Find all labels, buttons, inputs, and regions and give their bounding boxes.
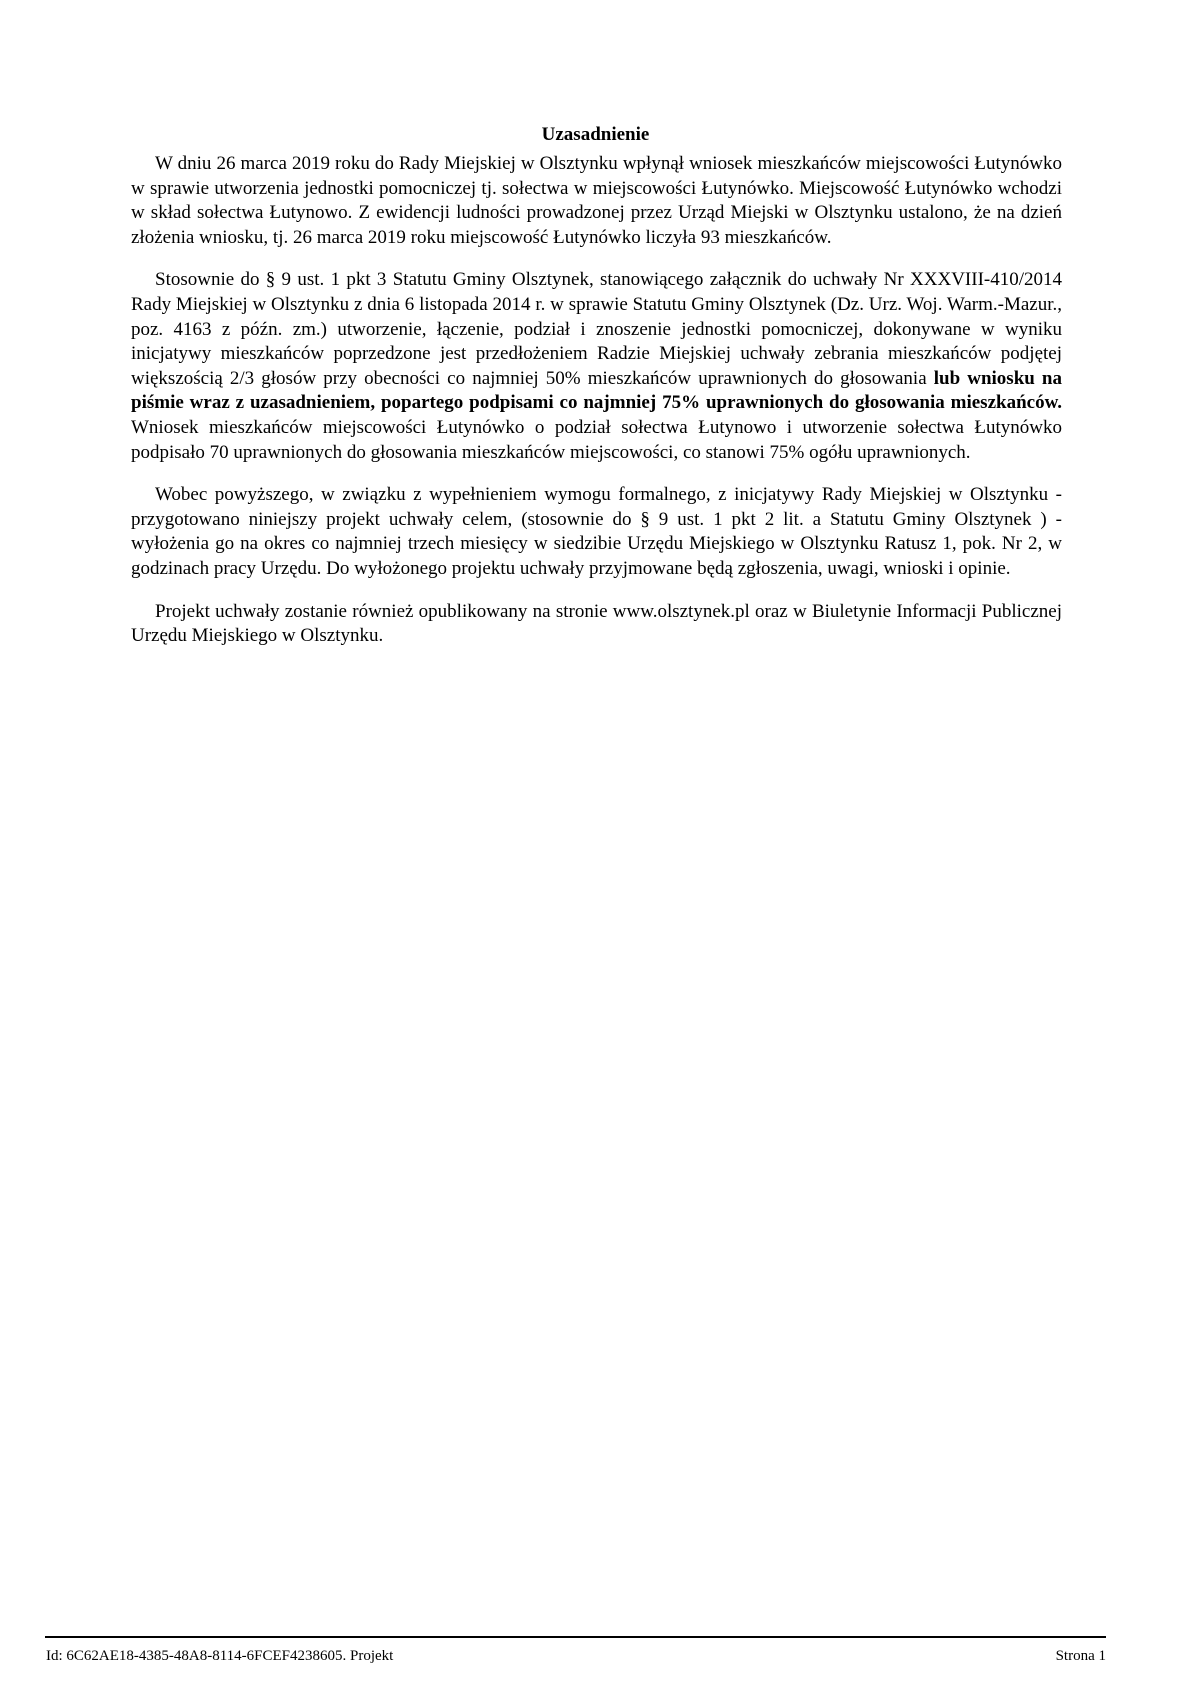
footer-document-id: Id: 6C62AE18-4385-48A8-8114-6FCEF4238605. Projekt <box>46 1648 394 1664</box>
paragraph-2-bold-text: lub wniosku na piśmie wraz z uzasadnieniem, popartego podpisami co najmniej 75% uprawnionych do głosowania mieszkańców. <box>131 367 1062 414</box>
footer-page-number: Strona 1 <box>1055 1648 1106 1664</box>
footer-divider <box>45 1636 1106 1638</box>
paragraph-4: Projekt uchwały zostanie również opublikowany na stronie www.olsztynek.pl oraz w Biuletynie Informacji Publicznej Urzędu Miejskiego w Olsztynku. <box>131 600 1062 647</box>
document-body <box>131 152 1062 667</box>
paragraph-2-text-end: Wniosek mieszkańców miejscowości Łutynówko o podział sołectwa Łutynowo i utworzenie sołectwa Łutynówko podpisało 70 uprawnionych do głosowania mieszkańców miejscowości, co stanowi 75% ogółu uprawnionych. <box>131 416 1062 463</box>
paragraph-3: Wobec powyższego, w związku z wypełnieniem wymogu formalnego, z inicjatywy Rady Miejskiej w Olsztynku - przygotowano niniejszy projekt uchwały celem, (stosownie do § 9 ust. 1 pkt 2 lit. a Statutu Gminy Olsztynek ) - wyłożenia go na okres co najmniej trzech miesięcy w siedzibie Urzędu Miejskiego w Olsztynku Ratusz 1, pok. Nr 2, w godzinach pracy Urzędu. Do wyłożonego projektu uchwały przyjmowane będą zgłoszenia, uwagi, wnioski i opinie. <box>131 484 1062 579</box>
document-title: Uzasadnienie <box>541 124 650 145</box>
paragraph-2 <box>131 268 1062 465</box>
paragraph-2-text: Stosownie do § 9 ust. 1 pkt 3 Statutu Gminy Olsztynek, stanowiącego załącznik do uchwały Nr XXXVIII-410/2014 Rady Miejskiej w Olsztynku z dnia 6 listopada 2014 r. w sprawie Statutu Gminy Olsztynek (Dz. Urz. Woj. Warm.-Mazur., poz. 4163 z późn. zm.) utworzenie, łączenie, podział i znoszenie jednostki pomocniczej, dokonywane w wyniku inicjatywy mieszkańców poprzedzone jest przedłożeniem Radzie Miejskiej uchwały zebrania mieszkańców podjętej większością 2/3 głosów przy obecności co najmniej 50% mieszkańców uprawnionych do głosowania <box>131 269 1062 389</box>
paragraph-1: W dniu 26 marca 2019 roku do Rady Miejskiej w Olsztynku wpłynął wniosek mieszkańców miejscowości Łutynówko w sprawie utworzenia jednostki pomocniczej tj. sołectwa w miejscowości Łutynówko. Miejscowość Łutynówko wchodzi w skład sołectwa Łutynowo. Z ewidencji ludności prowadzonej przez Urząd Miejski w Olsztynku ustalono, że na dzień złożenia wniosku, tj. 26 marca 2019 roku miejscowość Łutynówko liczyła 93 mieszkańców. <box>131 153 1062 248</box>
